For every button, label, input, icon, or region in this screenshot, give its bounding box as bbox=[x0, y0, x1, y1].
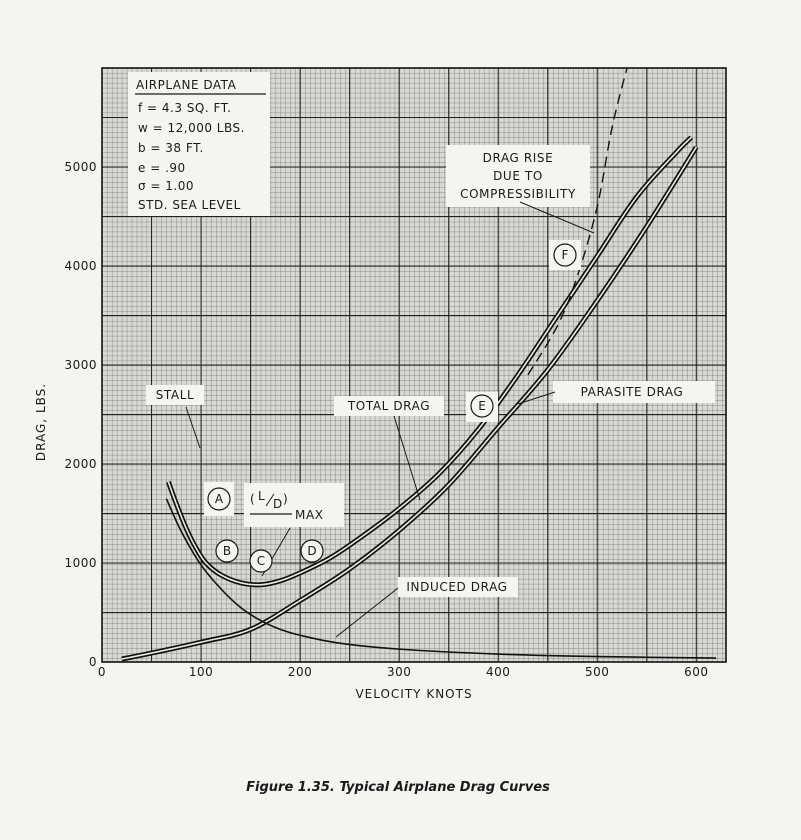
ld-max-subscript: MAX bbox=[295, 508, 324, 522]
x-tick-label: 100 bbox=[188, 665, 214, 679]
ld-denominator: D bbox=[273, 497, 283, 511]
point-marker-E bbox=[466, 392, 498, 422]
x-tick-label: 300 bbox=[386, 665, 412, 679]
x-tick-label: 400 bbox=[485, 665, 511, 679]
point-marker-B bbox=[216, 540, 238, 562]
x-tick-label: 500 bbox=[585, 665, 610, 679]
y-tick-labels bbox=[64, 160, 97, 669]
ld-close-paren: ) bbox=[283, 492, 289, 506]
point-marker-A bbox=[204, 482, 234, 516]
x-tick-labels bbox=[98, 665, 709, 679]
y-tick-label: 5000 bbox=[64, 160, 97, 174]
point-marker-C bbox=[250, 550, 272, 572]
drag-rise-line: COMPRESSIBILITY bbox=[460, 187, 576, 201]
airplane-data-line: b = 38 FT. bbox=[138, 141, 204, 155]
ld-numerator: L bbox=[258, 489, 266, 503]
y-axis-title: DRAG, LBS. bbox=[34, 382, 48, 462]
airplane-data-box bbox=[128, 72, 270, 216]
airplane-data-line: w = 12,000 LBS. bbox=[138, 121, 245, 135]
point-label: C bbox=[256, 554, 266, 568]
point-label: F bbox=[561, 248, 569, 262]
airplane-data-line: f = 4.3 SQ. FT. bbox=[138, 101, 232, 115]
y-tick-label: 1000 bbox=[64, 556, 97, 570]
airplane-data-line: STD. SEA LEVEL bbox=[138, 198, 241, 212]
induced-drag-text: INDUCED DRAG bbox=[406, 580, 508, 594]
airplane-data-line: σ = 1.00 bbox=[138, 179, 195, 193]
y-tick-label: 0 bbox=[88, 655, 97, 669]
figure-caption: Figure 1.35. Typical Airplane Drag Curves bbox=[246, 780, 550, 795]
drag-rise-line: DRAG RISE bbox=[482, 151, 554, 165]
point-marker-D bbox=[301, 540, 323, 562]
point-label: D bbox=[307, 544, 317, 558]
x-tick-label: 200 bbox=[287, 665, 313, 679]
point-label: A bbox=[214, 492, 224, 506]
x-tick-label: 600 bbox=[684, 665, 709, 679]
point-marker-F bbox=[549, 240, 581, 270]
drag-rise-line: DUE TO bbox=[493, 169, 543, 183]
x-axis-title: VELOCITY KNOTS bbox=[355, 687, 473, 701]
y-tick-label: 3000 bbox=[64, 358, 97, 372]
x-tick-label: 0 bbox=[97, 665, 107, 679]
total-drag-text: TOTAL DRAG bbox=[347, 399, 431, 413]
y-tick-label: 4000 bbox=[64, 259, 97, 273]
airplane-data-line: e = .90 bbox=[138, 161, 186, 175]
point-label: B bbox=[222, 544, 232, 558]
ld-open-paren: ( bbox=[250, 492, 256, 506]
airplane-data-title: AIRPLANE DATA bbox=[136, 78, 237, 92]
parasite-drag-text: PARASITE DRAG bbox=[580, 385, 684, 399]
y-tick-label: 2000 bbox=[64, 457, 97, 471]
stall-text: STALL bbox=[155, 388, 195, 402]
point-label: E bbox=[478, 399, 486, 413]
